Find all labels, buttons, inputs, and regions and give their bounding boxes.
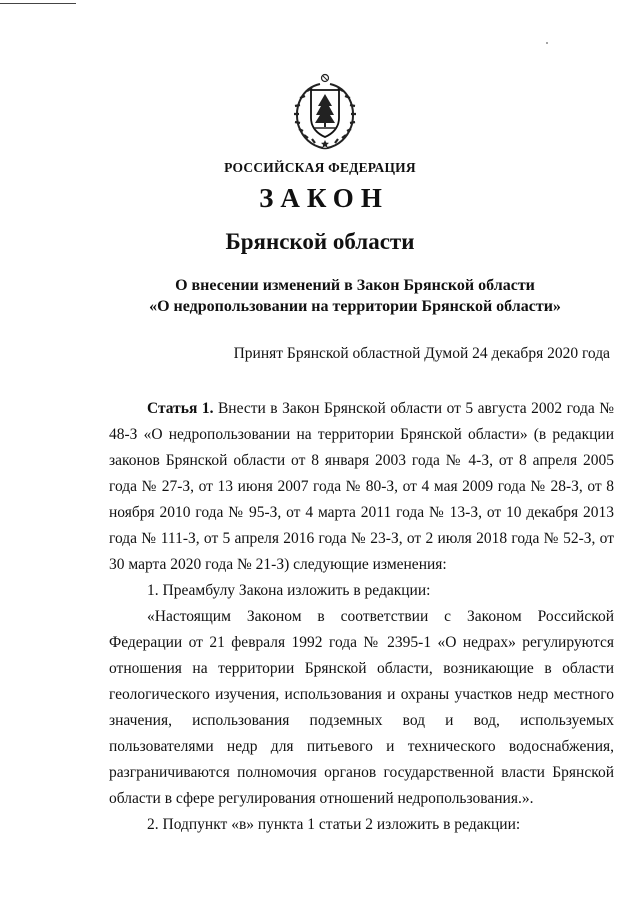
item-2-paragraph: 2. Подпункт «в» пункта 1 статьи 2 изложить в редакции: (147, 816, 521, 833)
item-1-paragraph: 1. Преамбулу Закона изложить в редакции: (147, 582, 431, 599)
article-body (109, 396, 614, 838)
law-title-line: «О недропользовании на территории Брянской области» (149, 298, 561, 315)
scan-edge-line (0, 3, 76, 4)
adoption-note: Принят Брянской областной Думой 24 декабря 2020 года (233, 345, 610, 362)
document-type-heading: ЗАКОН (259, 183, 389, 213)
country-heading: РОССИЙСКАЯ ФЕДЕРАЦИЯ (224, 160, 416, 175)
article-intro-paragraph (109, 396, 614, 578)
article-intro-text: Внести в Закон Брянской области от 5 августа 2002 года № 48-З «О недропользовании на территории Брянской области» (в редакции законов Брянской области от 8 января 2003 года № 4-З, от 8 апреля 2005 года № 27-З, от 13 июня 2007 года № 80-З, от 4 мая 2009 года № 28-З, от 8 ноября 2010 года № 95-З, от 4 марта 2011 года № 13-З, от 10 декабря 2013 года № 111-З, от 5 апреля 2016 года № 23-З, от 2 июля 2018 года № 52-З, от 30 марта 2020 года № 21-З) следующие изменения: (109, 400, 614, 573)
law-title-line: О внесении изменений в Закон Брянской области (175, 277, 535, 294)
region-heading: Брянской области (225, 229, 415, 254)
article-label: Статья 1. (147, 400, 214, 417)
scan-speck (546, 42, 548, 44)
bryansk-coat-of-arms-icon (290, 72, 360, 152)
preamble-quote-paragraph: «Настоящим Законом в соответствии с Законом Российской Федерации от 21 февраля 1992 года № 2395-1 «О недрах» регулируются отношения на территории Брянской области, возникающие в области геологического изучения, использования и охраны участков недр местного значения, использования подземных вод и вод, используемых пользователями недр для питьевого и технического водоснабжения, разграничиваются полномочия органов государственной власти Брянской области в сфере регулирования отношений недропользования.». (109, 608, 614, 807)
law-title (120, 275, 590, 317)
